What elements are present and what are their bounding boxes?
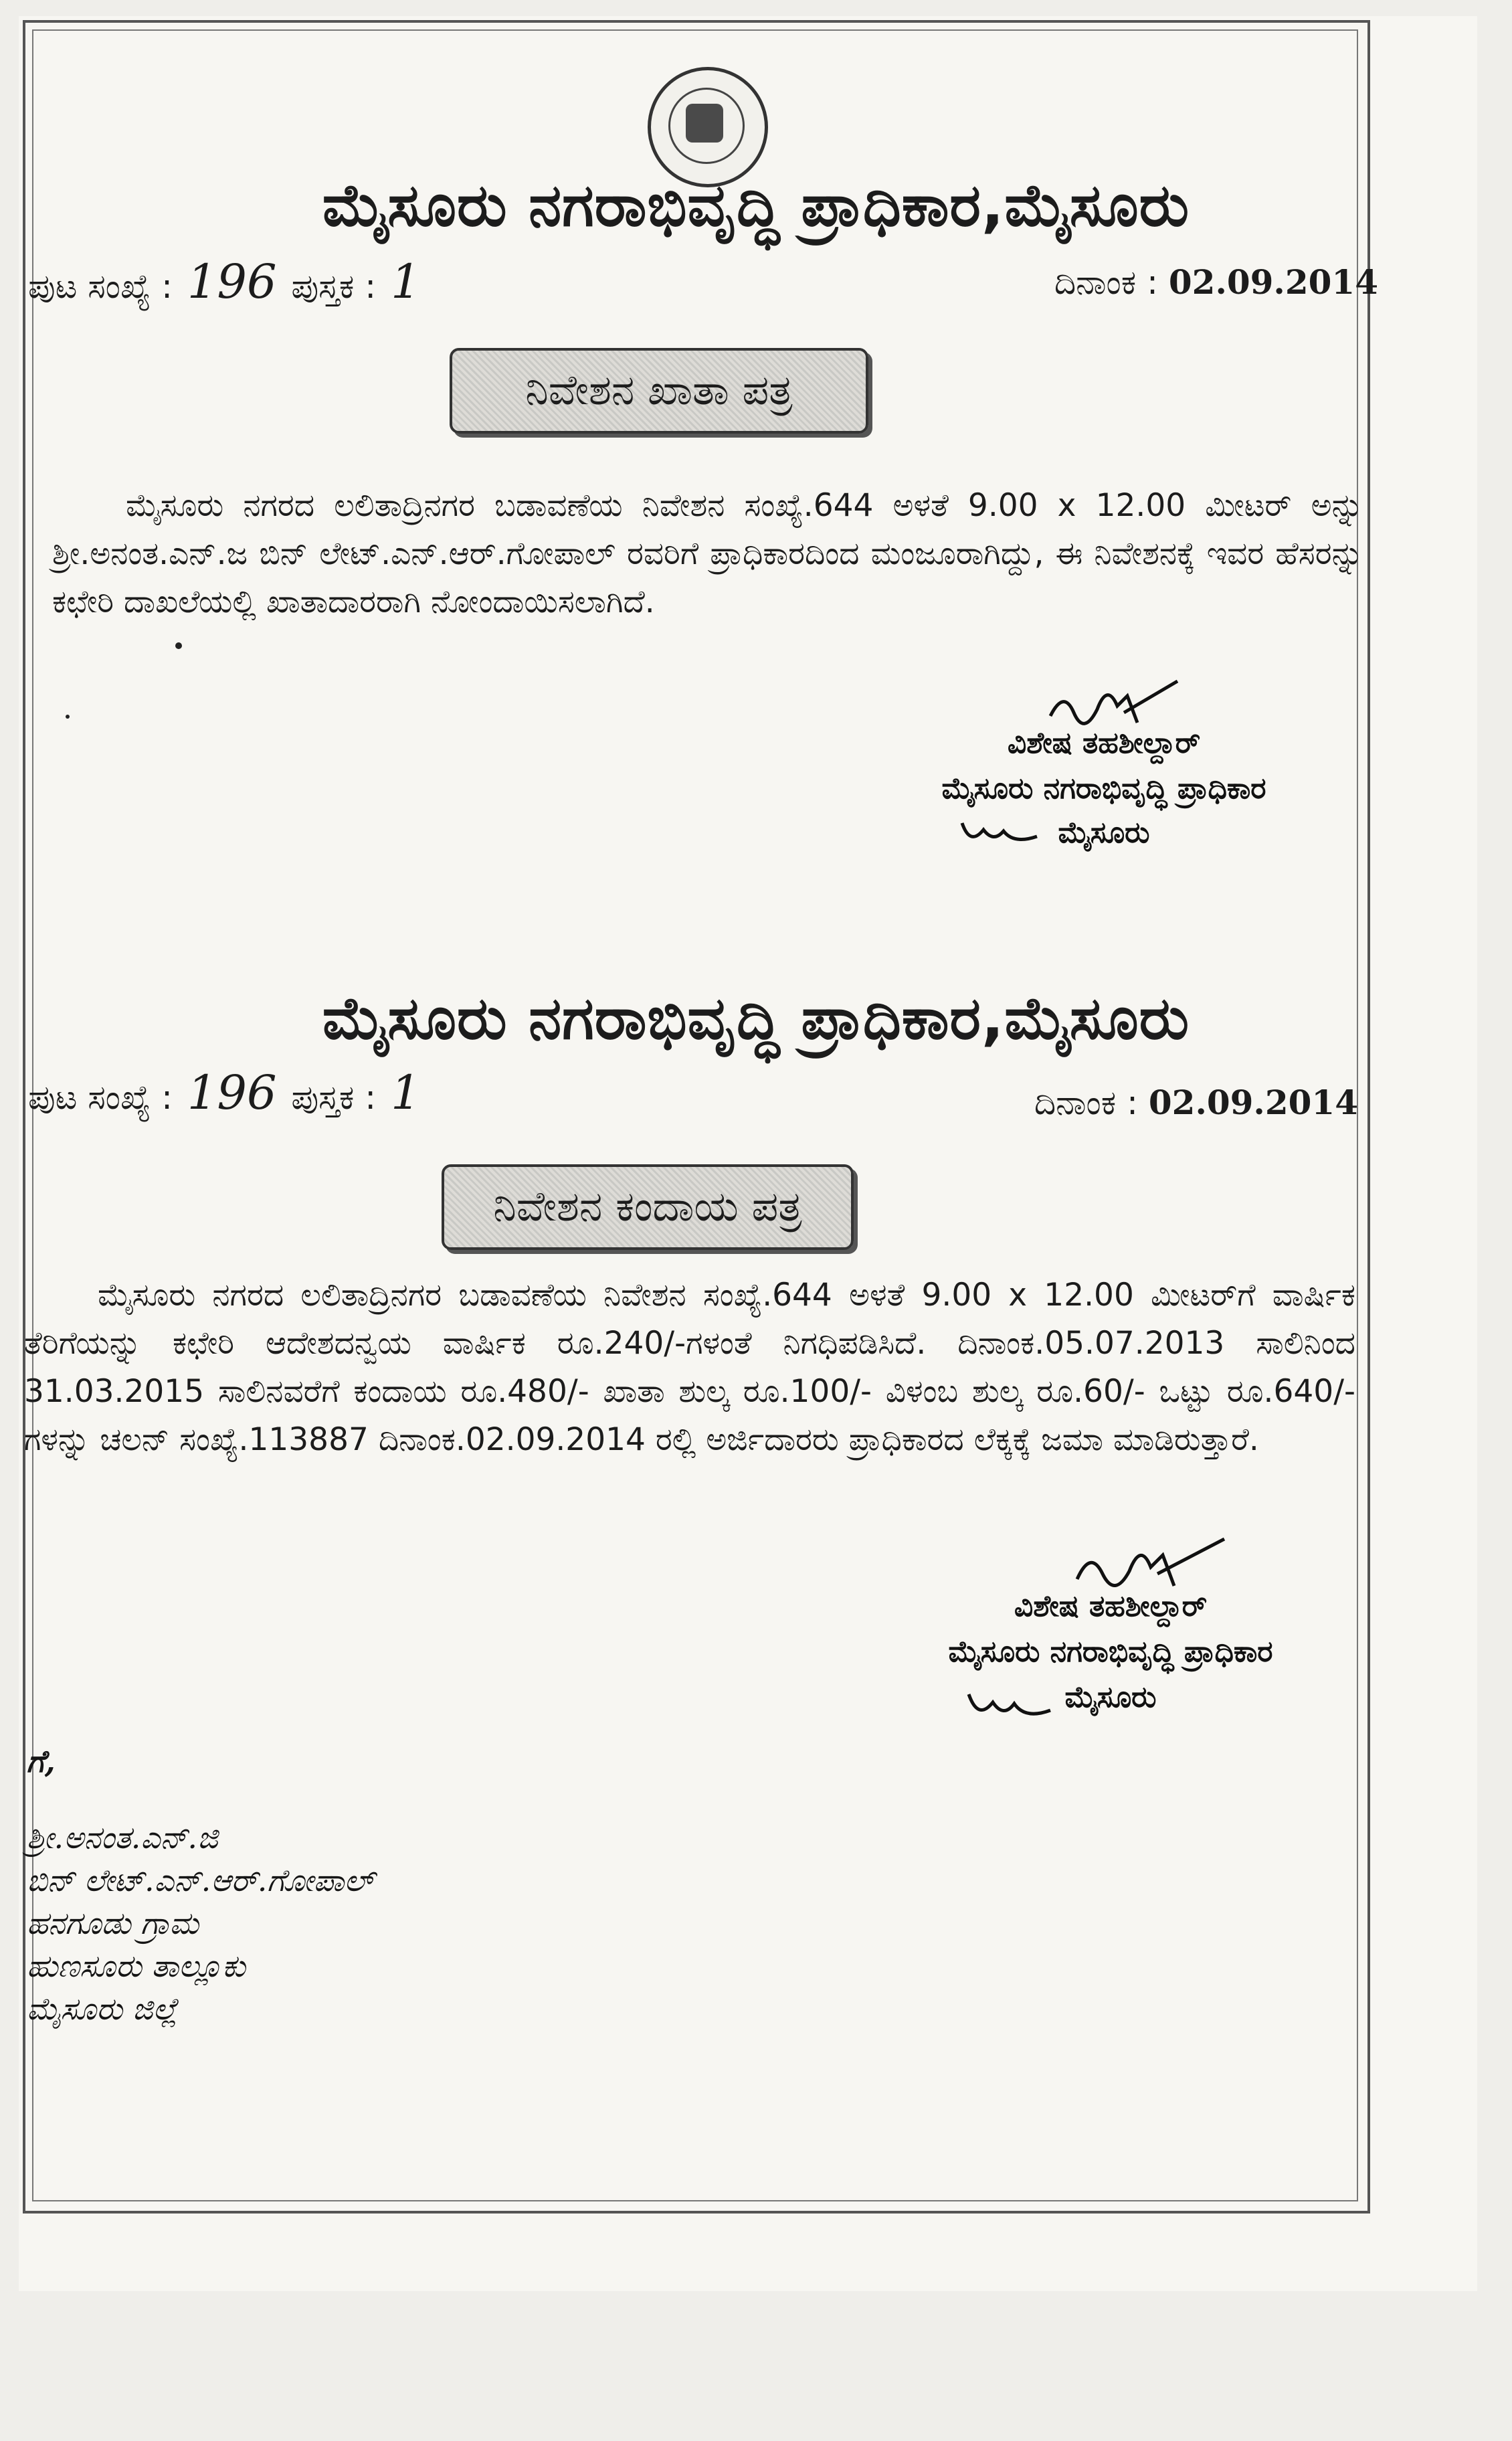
speck [66, 715, 70, 719]
section2-heading: ಮೈಸೂರು ನಗರಾಭಿವೃದ್ಧಿ ಪ್ರಾಧಿಕಾರ,ಮೈಸೂರು [322, 984, 1190, 1053]
recipient-name: ಶ್ರೀ.ಅನಂತ.ಎನ್.ಜಿ [27, 1819, 218, 1856]
recipient-father: ಬಿನ್ ಲೇಟ್.ಎನ್.ಆರ್.ಗೋಪಾಲ್ [27, 1862, 375, 1898]
section2-body-text: ಮೈಸೂರು ನಗರದ ಲಲಿತಾದ್ರಿನಗರ ಬಡಾವಣೆಯ ನಿವೇಶನ ಸಂಖ್ಯೆ.644 ಅಳತೆ 9.00 x 12.00 ಮೀಟರ್‌ಗೆ ವಾರ್ಷಿಕ ತೆರಿಗೆಯನ್ನು ಕಛೇರಿ ಆದೇಶದನ್ವಯ ವಾರ್ಷಿಕ ರೂ.240/-ಗಳಂತೆ ನಿಗಧಿಪಡಿಸಿದೆ. ದಿನಾಂಕ.05.07.2013 ಸಾಲಿನಿಂದ 31.03.2015 ಸಾಲಿನವರೆಗೆ ಕಂದಾಯ ರೂ.480/- ಖಾತಾ ಶುಲ್ಕ ರೂ.100/- ವಿಳಂಬ ಶುಲ್ಕ ರೂ.60/- ಒಟ್ಟು ರೂ.640/- ಗಳನ್ನು ಚಲನ್ ಸಂಖ್ಯೆ.113887 ದಿನಾಂಕ.02.09.2014 ರಲ್ಲಿ ಅರ್ಜಿದಾರರು ಪ್ರಾಧಿಕಾರದ ಲೆಕ್ಕಕ್ಕೆ ಜಮಾ ಮಾಡಿರುತ್ತಾರೆ. [24, 1277, 1355, 1458]
recipient-district: ಮೈಸೂರು ಜಿಲ್ಲೆ [27, 1991, 178, 2027]
book-label: ಪುಸ್ತಕ : [291, 267, 377, 306]
section2-body [24, 1271, 1355, 1464]
book-value: 1 [391, 254, 421, 309]
recipient-taluk: ಹುಣಸೂರು ತಾಲ್ಲೂಕು [27, 1948, 246, 1984]
section1-body [52, 482, 1363, 626]
page-number-label: ಪುಟ ಸಂಖ್ಯೆ : [28, 267, 173, 306]
initials-scribble-icon [963, 1680, 1057, 1726]
section1-signature [870, 676, 1338, 890]
section1-title-box: ನಿವೇಶನ ಖಾತಾ ಪತ್ರ [450, 348, 868, 434]
page-number-value: 196 [187, 1065, 277, 1120]
page-number-label: ಪುಟ ಸಂಖ್ಯೆ : [28, 1078, 173, 1117]
book-label: ಪುಸ್ತಕ : [291, 1078, 377, 1117]
signature-line-2: ಮೈಸೂರು ನಗರಾಭಿವೃದ್ಧಿ ಪ್ರಾಧಿಕಾರ [941, 772, 1266, 806]
book-value: 1 [391, 1065, 421, 1120]
section2-title-box: ನಿವೇಶನ ಕಂದಾಯ ಪತ್ರ [442, 1164, 854, 1250]
signature-line-1: ವಿಶೇಷ ತಹಶೀಲ್ದಾರ್ [1014, 1589, 1208, 1623]
section2-date [1034, 1083, 1358, 1123]
section2-page-book-info [28, 1065, 425, 1120]
section1-date [1054, 262, 1378, 302]
recipient-address [27, 1740, 495, 2030]
authority-seal-icon [648, 67, 768, 187]
date-value: 02.09.2014 [1168, 262, 1378, 302]
speck [175, 642, 182, 649]
initials-scribble-icon [957, 810, 1044, 850]
signature-line-2: ಮೈಸೂರು ನಗರಾಭಿವೃದ್ಧಿ ಪ್ರಾಧಿಕಾರ [948, 1635, 1273, 1669]
section1-heading: ಮೈಸೂರು ನಗರಾಭಿವೃದ್ಧಿ ಪ್ರಾಧಿಕಾರ,ಮೈಸೂರು [322, 171, 1190, 240]
date-value: 02.09.2014 [1148, 1083, 1358, 1122]
date-label: ದಿನಾಂಕ : [1034, 1083, 1138, 1122]
signature-line-1: ವಿಶೇಷ ತಹಶೀಲ್ದಾರ್ [1007, 726, 1201, 760]
section1-page-book-info [28, 254, 425, 309]
signature-line-3: ಮೈಸೂರು [1064, 1680, 1157, 1714]
section2-signature [870, 1532, 1351, 1760]
section1-body-text: ಮೈಸೂರು ನಗರದ ಲಲಿತಾದ್ರಿನಗರ ಬಡಾವಣೆಯ ನಿವೇಶನ ಸಂಖ್ಯೆ.644 ಅಳತೆ 9.00 x 12.00 ಮೀಟರ್ ಅನ್ನು ಶ್ರೀ.ಅನಂತ.ಎನ್.ಜ ಬಿನ್ ಲೇಟ್.ಎನ್.ಆರ್.ಗೋಪಾಲ್ ರವರಿಗೆ ಪ್ರಾಧಿಕಾರದಿಂದ ಮಂಜೂರಾಗಿದ್ದು, ಈ ನಿವೇಶನಕ್ಕೆ ಇವರ ಹೆಸರನ್ನು ಕಛೇರಿ ದಾಖಲೆಯಲ್ಲಿ ಖಾತಾದಾರರಾಗಿ ನೋಂದಾಯಿಸಲಾಗಿದೆ. [52, 487, 1363, 620]
to-label: ಗೆ, [27, 1743, 56, 1779]
recipient-village: ಹನಗೂಡು ಗ್ರಾಮ [27, 1905, 199, 1941]
page-number-value: 196 [187, 254, 277, 309]
signature-line-3: ಮೈಸೂರು [1058, 816, 1150, 850]
date-label: ದಿನಾಂಕ : [1054, 263, 1158, 302]
